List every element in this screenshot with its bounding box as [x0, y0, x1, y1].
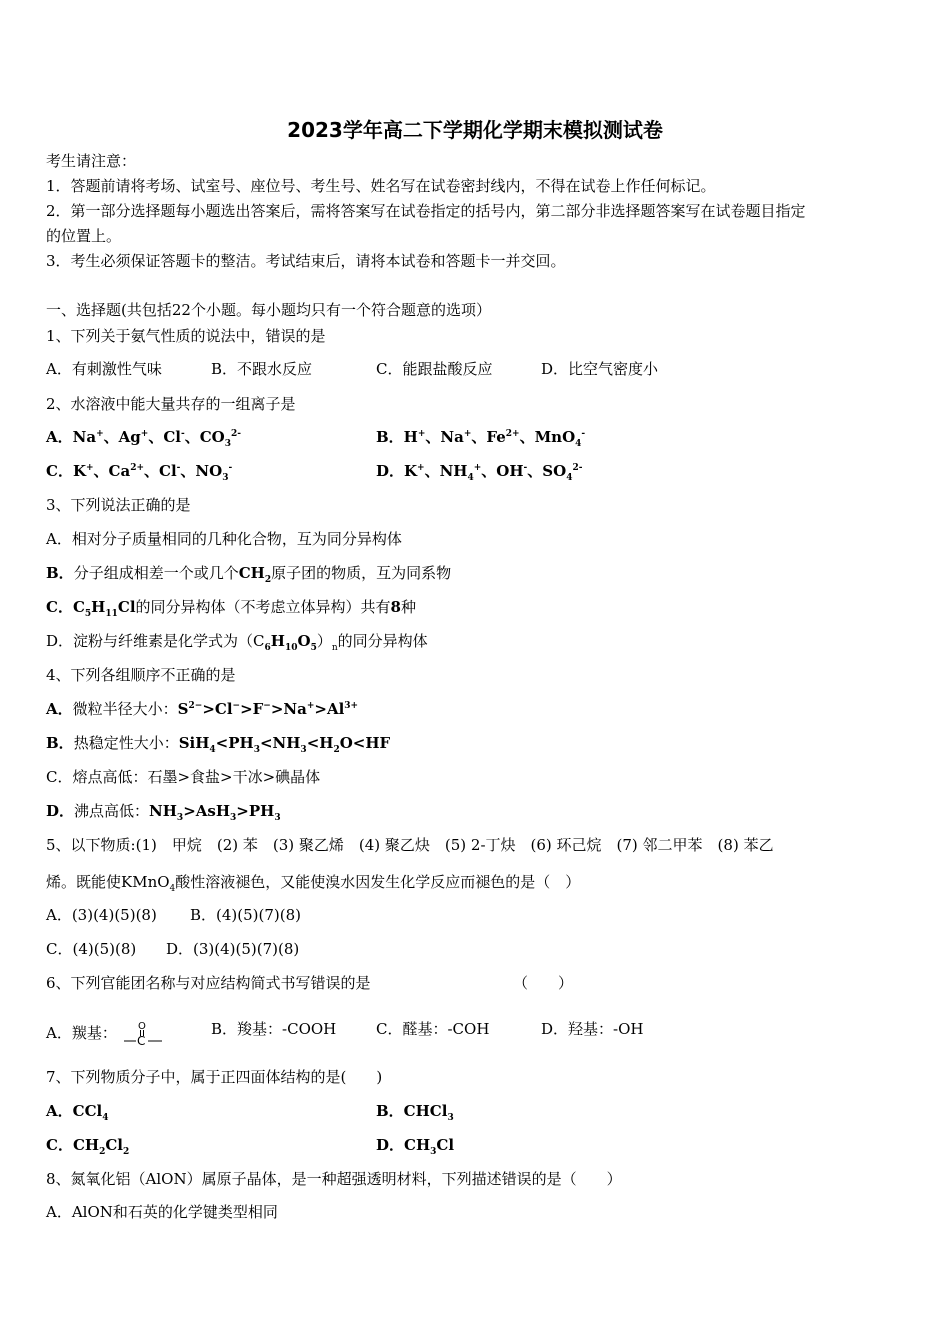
option-a: A．羰基： O C	[46, 1019, 172, 1049]
question-stem: 4、下列各组顺序不正确的是	[46, 666, 236, 684]
carbonyl-structure-icon	[122, 1019, 172, 1049]
question-stem: 3、下列说法正确的是	[46, 496, 191, 514]
option-a: A．(3)(4)(5)(8)	[46, 906, 157, 924]
question-stem: 2、水溶液中能大量共存的一组离子是	[46, 395, 296, 413]
option-d: D．比空气密度小	[541, 360, 659, 378]
option-b: B．CHCl$_3$	[376, 1102, 454, 1123]
notice-item: 1．答题前请将考场、试室号、座位号、考生号、姓名写在试卷密封线内，不得在试卷上作任何标记。	[46, 177, 716, 195]
option-b: B．分子组成相差一个或几个$CH_2$原子团的物质，互为同系物	[46, 564, 452, 585]
option-c: C．熔点高低：石墨>食盐>干冰>碘晶体	[46, 768, 321, 786]
notice-heading: 考生请注意：	[46, 152, 137, 170]
page-title: 2023学年高二下学期化学期末模拟测试卷	[287, 118, 663, 142]
question-stem: 7、下列物质分子中，属于正四面体结构的是( )	[46, 1068, 383, 1086]
notice-item: 3．考生必须保证答题卡的整洁。考试结束后，请将本试卷和答题卡一并交回。	[46, 252, 566, 270]
option-a: A．CCl$_4$	[46, 1102, 109, 1123]
option-b: B．羧基：-COOH	[211, 1020, 337, 1038]
option-d: D．淀粉与纤维素是化学式为$(C_6H_{10}O_5)_n$的同分异构体	[46, 632, 428, 653]
option-c: C．能跟盐酸反应	[376, 360, 493, 378]
svg-text:C: C	[136, 1034, 146, 1048]
option-b: B．(4)(5)(7)(8)	[190, 906, 302, 924]
option-c: C．(4)(5)(8)	[46, 940, 137, 958]
option-b: B．H+、Na+、$Fe^{2+}$、MnO$_4$-	[376, 428, 586, 449]
svg-text:O: O	[137, 1021, 146, 1032]
option-c: C．$CH_2Cl_2$	[46, 1136, 130, 1157]
notice-item: 2．第一部分选择题每小题选出答案后，需将答案写在试卷指定的括号内，第二部分非选择题答案写在试卷题目指定	[46, 202, 806, 220]
answer-paren: （ ）	[513, 974, 574, 992]
notice-item: 的位置上。	[46, 227, 122, 245]
option-b: B．不跟水反应	[211, 360, 313, 378]
option-c: C．醛基：-COH	[376, 1020, 490, 1038]
option-d: D．(3)(4)(5)(7)(8)	[166, 940, 300, 958]
option-a: A．微粒半径大小：$S^{2-}>Cl^->F^->Na^+>Al^{3+}$	[46, 700, 359, 718]
question-stem: 8、氮氧化铝（AlON）属原子晶体，是一种超强透明材料，下列描述错误的是（ ）	[46, 1170, 622, 1188]
option-a: A．有刺激性气味	[46, 360, 162, 378]
question-stem: 6、下列官能团名称与对应结构简式书写错误的是	[46, 974, 371, 992]
option-b: B．热稳定性大小：$SiH_4<PH_3<NH_3<H_2O<HF$	[46, 734, 391, 755]
option-a: A．AlON和石英的化学键类型相同	[46, 1203, 278, 1221]
question-stem: 1、下列关于氨气性质的说法中，错误的是	[46, 327, 326, 345]
option-c: C．$C_5H_{11}Cl$的同分异构体（不考虑立体异构）共有8种	[46, 598, 416, 619]
option-d: D．沸点高低：$NH_3>AsH_3>PH_3$	[46, 802, 281, 823]
section-heading: 一、选择题(共包括22个小题。每小题均只有一个符合题意的选项）	[46, 301, 491, 319]
question-stem: 5、以下物质:(1) 甲烷 (2) 苯 (3) 聚乙烯 (4) 聚乙炔 (5) 2-丁炔 (6) 环己烷 (7) 邻二甲苯 (8) 苯乙	[46, 836, 774, 854]
option-c: C．K+、$Ca^{2+}$、Cl-、$NO_3^-$	[46, 462, 233, 483]
option-d: D．$CH_3Cl$	[376, 1136, 455, 1157]
option-a: A．Na+、Ag+、Cl-、$CO_3^{2-}$	[46, 428, 241, 449]
option-a: A．相对分子质量相同的几种化合物，互为同分异构体	[46, 530, 402, 548]
option-d: D．K+、$NH_4^+$、OH-、$SO_4^{2-}$	[376, 462, 583, 483]
question-stem-continued: 烯。既能使KMnO$_4$酸性溶液褪色，又能使溴水因发生化学反应而褪色的是（ ）	[46, 873, 581, 894]
option-d: D．羟基：-OH	[541, 1020, 644, 1038]
